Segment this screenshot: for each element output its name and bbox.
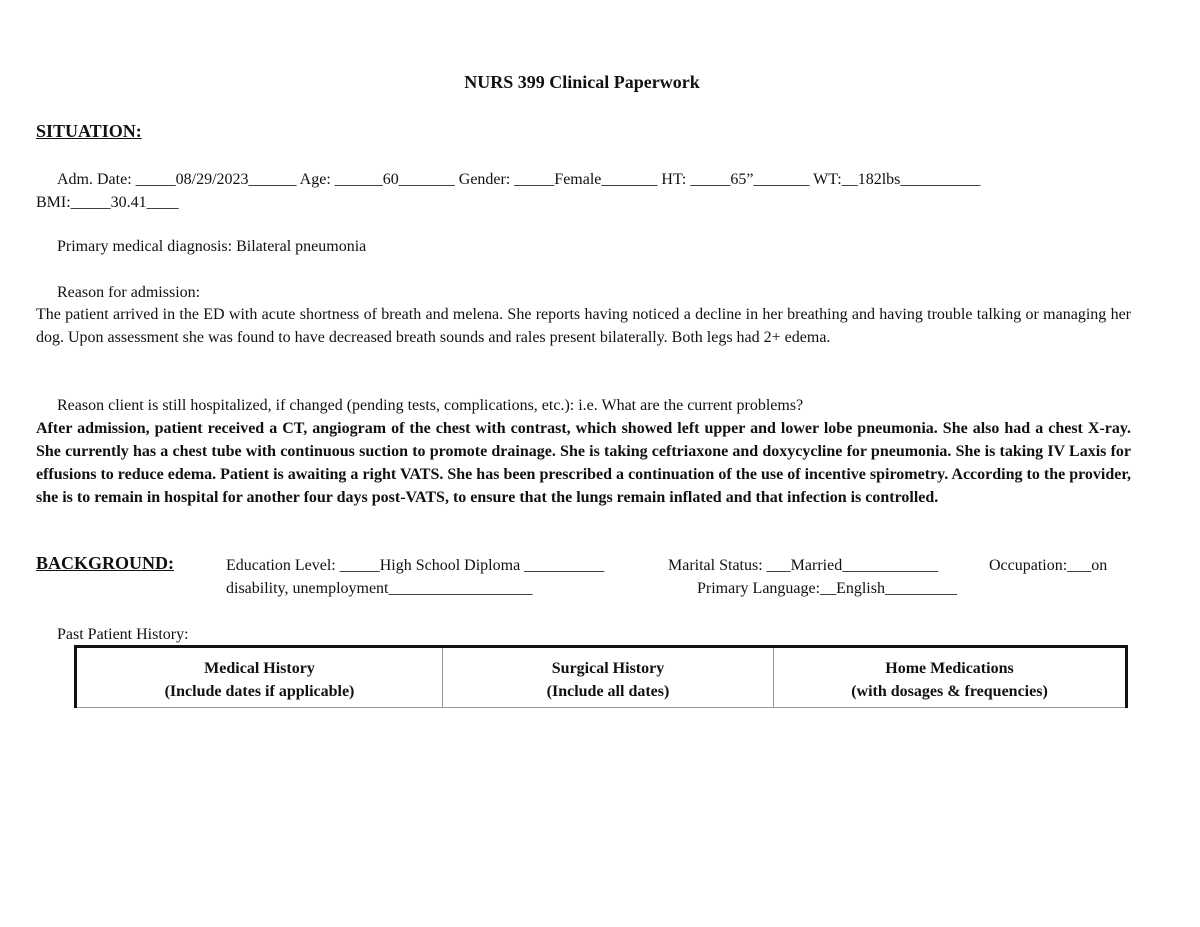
medical-history-header: Medical History (Include dates if applicable) xyxy=(76,647,443,708)
demographics-text: Adm. Date: _____08/29/2023______ Age: ______60_______ Gender: _____Female_______ HT: _____65”_______ WT:__182lbs__________ xyxy=(57,171,981,188)
home-medications-header: Home Medications (with dosages & frequencies) xyxy=(774,647,1127,708)
surgical-history-header: Surgical History (Include all dates) xyxy=(443,647,774,708)
marital-status: Marital Status: ___Married____________ xyxy=(668,557,939,574)
reason-admission-label: Reason for admission: xyxy=(57,284,201,301)
diagnosis-line xyxy=(36,235,1136,258)
bmi-line: BMI:_____30.41____ xyxy=(36,194,179,211)
reason-admission-label-line xyxy=(36,281,1136,304)
still-hospitalized-label-line xyxy=(36,394,1136,417)
table-header-row xyxy=(76,647,1127,708)
still-hospitalized-text: After admission, patient received a CT, angiogram of the chest with contrast, which showed left upper and lower lobe pneumonia. She also had a chest X-ray. She currently has a chest tube with continuous suction to promote drainage. She is taking ceftriaxone and doxycycline for pneumonia. She is taking IV Laxis for effusions to reduce edema. Patient is awaiting a right VATS. She has been prescribed a continuation of the use of incentive spirometry. According to the provider, she is to remain in hospital for another four days post-VATS, to ensure that the lungs remain inflated and that infection is controlled. xyxy=(36,420,1131,506)
situation-heading: SITUATION: xyxy=(36,121,142,141)
education-level: Education Level: _____High School Diploma __________ xyxy=(226,557,605,574)
still-hospitalized-label: Reason client is still hospitalized, if changed (pending tests, complications, etc.): i.e. What are the current problems? xyxy=(57,397,804,414)
primary-language: Primary Language:__English_________ xyxy=(697,580,957,597)
past-history-label: Past Patient History: xyxy=(57,626,189,643)
occupation: Occupation:___on xyxy=(989,557,1108,574)
reason-admission-text: The patient arrived in the ED with acute shortness of breath and melena. She reports having noticed a decline in her breathing and having trouble talking or managing her dog. Upon assessment she was found to have decreased breath sounds and rales present bilaterally. Both legs had 2+ edema. xyxy=(36,306,1131,346)
occupation-continued: disability, unemployment__________________ xyxy=(226,580,533,597)
primary-diagnosis: Primary medical diagnosis: Bilateral pneumonia xyxy=(57,238,367,255)
background-heading: BACKGROUND: xyxy=(36,553,174,573)
demographics-line-1 xyxy=(36,168,1136,191)
page-title: NURS 399 Clinical Paperwork xyxy=(464,72,700,92)
past-history-table xyxy=(74,645,1128,708)
